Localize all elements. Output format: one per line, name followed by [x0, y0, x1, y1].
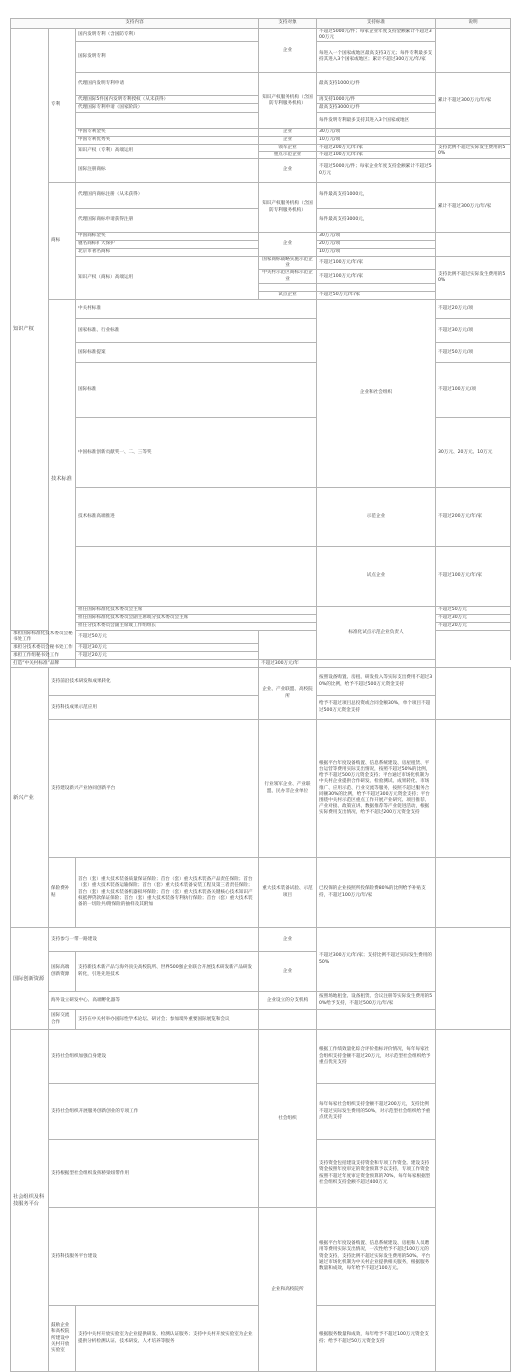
table-cell: 支持资金包括建设支持资金和专项工作资金。建设支持资金按照年度审定的资金预算予以支持，专项工作资金按照不超过年度审定资金预算的70%，每年每家根据型社会组织支持金额不超过400万元 — [317, 1140, 436, 1208]
table-cell — [436, 136, 511, 144]
table-cell: 重点示范企业 — [259, 151, 317, 158]
table-cell — [436, 928, 511, 1030]
table-cell: 不超过20万元 — [436, 622, 511, 630]
table-cell: 企业设立的分支机构 — [259, 992, 317, 1010]
table-cell: 中国专利优秀奖 — [76, 136, 259, 144]
table-cell: 支持科技成果示范应用 — [49, 696, 259, 720]
table-cell: 国际注册商标 — [76, 159, 259, 183]
table-cell — [436, 129, 511, 136]
table-cell: 每件最高支持1000元， — [317, 183, 436, 209]
table-header-row — [11, 19, 511, 29]
table-cell: 支持根据型社会组织发挥桥梁纽带作用 — [49, 1140, 259, 1208]
table-row — [11, 183, 511, 209]
table-cell: 每进入一个国家或地区最高支持3万元；每件专利最多支持其进入3个国家或地区；累计不超过300万元/年/家 — [317, 42, 436, 73]
table-cell: 国际发明专利 — [76, 42, 259, 73]
table-cell: 企业 — [259, 952, 317, 992]
table-row — [11, 644, 511, 652]
table-cell: 支持比例不超过实际发生费用的50% — [436, 144, 511, 158]
table-cell: 国际标准 — [76, 362, 317, 418]
table-cell: 每件发明专利最多支持其进入3个国家或地区 — [317, 113, 436, 129]
table-row — [11, 418, 511, 487]
table-cell: 不超过100万元/年/家 — [317, 257, 436, 270]
table-cell: 技术标准 — [49, 299, 76, 659]
table-cell: 支持中关村开放实验室为企业提供研发、检测认证服务；支持中关村开放实验室为企业提供分析检测认证、技术研发、人才培养等服务 — [76, 1306, 259, 1372]
table-cell — [259, 1010, 317, 1030]
table-cell: 标准化试点示范企业负责人 — [317, 606, 436, 659]
table-cell: 不超过30万元 — [76, 644, 259, 652]
table-cell: 每件最高支持3000元， — [317, 209, 436, 233]
table-cell — [317, 1010, 436, 1030]
table-row — [11, 630, 511, 643]
table-cell: 企业 — [259, 159, 317, 183]
table-cell: 30万元/项 — [317, 233, 436, 241]
table-cell: 知识产权服务机构（含国防专利服务机构） — [259, 73, 317, 129]
table-cell: 企业和高校院所 — [259, 1208, 317, 1372]
table-cell: 不超过300万元/年 — [259, 660, 317, 668]
table-cell: 试点企业 — [259, 291, 317, 299]
table-row — [11, 299, 511, 318]
header-content: 支持内容 — [11, 19, 259, 29]
table-cell: 不超过100万元/年/家 — [317, 270, 436, 283]
table-cell — [317, 283, 436, 291]
table-cell: 不超过5000元/件；每家企业年度支持金额累计不超过300万元 — [317, 29, 436, 42]
table-row — [11, 858, 511, 928]
table-cell: 不超过100万元/年/家 — [436, 547, 511, 606]
table-cell — [436, 29, 511, 73]
table-cell — [76, 113, 259, 129]
table-cell — [436, 668, 511, 720]
table-row — [11, 233, 511, 241]
table-row — [11, 928, 511, 952]
table-cell: 知识产权（商标）高端运用 — [76, 257, 259, 300]
table-row — [11, 1030, 511, 1084]
table-row — [11, 547, 511, 606]
table-cell: 企业 — [259, 928, 317, 952]
table-cell: 支持建设新兴产业协同创新平台 — [49, 720, 259, 858]
table-cell: 承担分技术委员会秘书处工作 — [11, 644, 76, 652]
table-cell: 按照场地租金、设备租赁、会议注册等实际发生费用的50%给予支持，不超过500万元/年/家 — [317, 992, 436, 1010]
table-cell — [317, 660, 436, 668]
table-cell: 中国专利金奖 — [76, 129, 259, 136]
table-row — [11, 720, 511, 858]
table-cell: 代理国际商标申请获得注册 — [76, 209, 259, 233]
table-cell: 专利 — [49, 29, 76, 183]
table-row — [11, 652, 511, 660]
header-target: 支持对象 — [259, 19, 317, 29]
table-cell: 商标 — [49, 183, 76, 300]
table-row — [11, 319, 511, 343]
table-cell: 代理国内商标注册（从未获得） — [76, 183, 259, 209]
table-cell: 不超过50万元/项 — [436, 343, 511, 362]
table-row — [11, 136, 511, 144]
table-cell: 30万元/项 — [317, 129, 436, 136]
table-cell: 按照设备购置、房租、研发投入等实际支出费用不超过30%的比例，给予不超过500万元资金支持 — [317, 668, 436, 696]
table-cell: 打造“中关村标准”品牌 — [11, 660, 76, 668]
table-row — [11, 606, 511, 614]
table-row — [11, 660, 511, 668]
policy-table-page — [10, 18, 510, 1372]
table-cell: 不超过300万元/年/家；支持比例不超过实际发生费用的50% — [317, 928, 436, 992]
table-cell: 不超过50万元 — [76, 630, 259, 643]
table-cell: 中国标准创新贡献奖一、二、三等奖 — [76, 418, 317, 487]
header-standard: 支持标准 — [317, 19, 436, 29]
table-cell: 企业和社会组织 — [317, 299, 436, 487]
table-cell: 行业领军企业、产业联盟、民办非企业单位 — [259, 720, 317, 858]
table-cell: 根据平台年度设备购置、信息系统建设、房租和人员聘用等费用实际支出情况，一次性给予不超过100万元的资金支持，支持比例不超过实际发生费用的50%。平台通过市场化机制为中关村企业提供相关服务，根据服务数量和成效，每年给予不超过100万元。 — [317, 1208, 436, 1306]
table-cell: 每年每家社会组织支持金额不超过200万元，支持比例不超过实际发生费用的50%，对示范型社会组织给予重点优先支持 — [317, 1084, 436, 1140]
table-cell: 根据服务数量和成效，每年给予不超过100万元资金支持；给予不超过50万元资金支持 — [317, 1306, 436, 1372]
table-cell: 20万元/项 — [317, 241, 436, 249]
table-cell: 不超过30万元/项 — [436, 319, 511, 343]
table-cell: 国家商标战略实施示范企业 — [259, 257, 317, 270]
table-cell: 最高支持3000元/件 — [317, 104, 436, 113]
table-row — [11, 362, 511, 418]
table-cell: 10万元/项 — [317, 249, 436, 257]
header-note: 说明 — [436, 19, 511, 29]
table-cell — [436, 720, 511, 858]
table-cell — [259, 283, 317, 291]
table-cell: 鼓励企业和高校院所建设中关村开放实验室 — [49, 1306, 76, 1372]
table-cell: 国际交流合作 — [49, 1010, 76, 1030]
table-row — [11, 668, 511, 696]
table-cell: 10万元/项 — [317, 136, 436, 144]
table-cell: 示范企业 — [317, 487, 436, 546]
table-cell: 国际高端创新资源 — [49, 952, 76, 992]
table-cell: 支持社会组织开展服务创新创业的专项工作 — [49, 1084, 259, 1140]
table-cell: 代理国内发明专利申请 — [76, 73, 259, 96]
table-cell: 社会组织及科技服务平台 — [11, 1030, 49, 1372]
table-cell: 累计不超过300万元/年/家 — [436, 183, 511, 233]
table-cell: 知识产权（专利）高端运用 — [76, 144, 259, 158]
table-cell: 代理国际专利申请（国家阶段） — [76, 104, 259, 113]
table-cell — [436, 233, 511, 257]
table-cell: 领军企业 — [259, 144, 317, 151]
table-cell — [436, 159, 511, 183]
table-cell: 担任国际标准化技术委员会主席 — [76, 606, 317, 614]
table-row — [11, 144, 511, 151]
table-row — [11, 29, 511, 42]
table-cell: 不超过100万元/年/家 — [317, 151, 436, 158]
table-row — [11, 73, 511, 96]
table-cell: 首台（套）重大技术装备质量保证保险；首台（套）重大技术装备产品责任保险；首台（套）重大技术装备运输保险；首台（套）重大技术装备安装工程及第三者责任保险；首台（套）重大技术装备机器损坏保险；首台（套）重大技术装备关键核心技术知识产权抵押贷款保证保险；首台（套）重大技术装备专利执行保险；首台（套）重大技术装备的一切险共/附保险的抽样及其附加 — [76, 858, 259, 928]
table-cell: 不超过50万元/年/家 — [317, 291, 436, 299]
table-row — [11, 159, 511, 183]
table-cell: 企业 — [259, 29, 317, 73]
table-cell: 支持比例不超过实际发生费用的50% — [436, 257, 511, 300]
table-cell: 给予不超过项目总投资或合同金额30%，单个项目不超过500万元资金支持 — [317, 696, 436, 720]
table-cell: 支持新技术新产品与海外顶尖高校院所、世界500强企业联合开展技术研发新产品研发转化，引进先进技术 — [76, 952, 259, 992]
table-cell: 国家标准、行业标准 — [76, 319, 317, 343]
table-cell — [436, 858, 511, 928]
table-cell: 支持前沿技术研发和成果转化 — [49, 668, 259, 696]
table-cell: 根据平台年度设备购置、信息系统建设、房屋租赁、平台运营等费用实际支出情况，按照不超过50%的比例，给予不超过500万元资金支持；平台通过市场化机制为中关村企业提供合作研发、检验测试、成果转化、市场推广、应用示范、行业交流等服务，按照不超过服务合同额30%的比例，给予不超过300万元资金支持；平台围绕中关村示范区重点工作开展产业研究、项目推荐、产业对接、政策宣讲、数据推荐等产业促进活动，根据实际费用支出情况，给予不超过200万元资金支持 — [317, 720, 436, 858]
table-cell: 中关村标准 — [76, 299, 317, 318]
table-cell: 中国商标金奖 — [76, 233, 259, 241]
table-cell: 社会组织 — [259, 1030, 317, 1208]
table-cell: 支持社会组织加强自身建设 — [49, 1030, 259, 1084]
table-row — [11, 614, 511, 622]
table-cell: 企业、产业联盟、高校院所 — [259, 668, 317, 720]
table-cell: 不超过200万元/年/家 — [317, 144, 436, 151]
table-cell: 根据工作绩效量化综合评价指标评价情况，每年每家社会组织支持金额不超过20万元，对示范型社会组织给予重点优先支持 — [317, 1030, 436, 1084]
table-cell: 代理国际5件国内发明专利授权（从未获得） — [76, 96, 259, 104]
table-cell: 不超过200万元/年/家 — [436, 487, 511, 546]
table-row — [11, 343, 511, 362]
table-cell: 担任分技术委员会副主席或工作组组长 — [76, 622, 317, 630]
table-cell: 新兴产业 — [11, 668, 49, 928]
table-cell: 再支持1000元/件 — [317, 96, 436, 104]
table-cell: 企业 — [259, 136, 317, 144]
table-cell: 支持在中关村举办国际性学术论坛、研讨会；参加境外重要国际展览和会议 — [76, 1010, 259, 1030]
table-cell: 担任国际标准化技术委员会副主席或分技术委员会主席 — [76, 614, 317, 622]
table-cell: 技术标准高端推进 — [76, 487, 317, 546]
table-cell: 不超过30万元 — [436, 614, 511, 622]
table-cell: 国内发明专利（含国防专利） — [76, 29, 259, 42]
table-row — [11, 622, 511, 630]
table-row — [11, 487, 511, 546]
table-cell: 国际创新资源 — [11, 928, 49, 1030]
table-row — [11, 129, 511, 136]
table-cell: 支持参与一带一路建设 — [49, 928, 259, 952]
table-cell: 承担工作组秘书处工作 — [11, 652, 76, 660]
table-body — [11, 29, 511, 1372]
table-cell: 国际标准提案 — [76, 343, 317, 362]
table-cell: 累计不超过300万元/年/家 — [436, 73, 511, 129]
table-cell: 北京市著名商标 — [76, 249, 259, 257]
table-cell: 最高支持1000元/件 — [317, 73, 436, 96]
table-cell: 企业 — [259, 233, 317, 257]
table-cell — [436, 1030, 511, 1372]
table-row — [11, 257, 511, 270]
table-cell: 知识产权 — [11, 29, 49, 631]
table-cell: 不超过20万元/项 — [436, 299, 511, 318]
table-cell: 承担国际标准化技术委员会秘书处工作 — [11, 630, 76, 643]
table-cell: 不超过100万元/项 — [436, 362, 511, 418]
table-cell: 知识产权服务机构（含国防专利服务机构） — [259, 183, 317, 233]
table-cell: 不超过5000元/件；每家企业年度支持金额累计不超过50万元 — [317, 159, 436, 183]
table-cell: 不超过50万元 — [436, 606, 511, 614]
policy-table — [10, 18, 511, 1372]
table-cell: 驰名商标扩大保护 — [76, 241, 259, 249]
table-cell: 海外设立研发中心、高端孵化器等 — [49, 992, 259, 1010]
table-cell: 保险费补贴 — [49, 858, 76, 928]
table-cell: 支持科技服务平台建设 — [49, 1208, 259, 1306]
table-cell — [76, 547, 317, 606]
table-cell: 30万元、20万元、10万元 — [436, 418, 511, 487]
table-cell: 已投保的企业按照所投保险费80%的比例给予补贴支持，不超过100万元/年/家 — [317, 858, 436, 928]
table-cell: 中关村示范区商标示范企业 — [259, 270, 317, 283]
table-cell: 不超过20万元 — [76, 652, 259, 660]
table-cell: 企业 — [259, 129, 317, 136]
table-cell: 试点企业 — [317, 547, 436, 606]
table-cell — [76, 660, 259, 668]
table-cell: 重大技术装备试验、示范项目 — [259, 858, 317, 928]
